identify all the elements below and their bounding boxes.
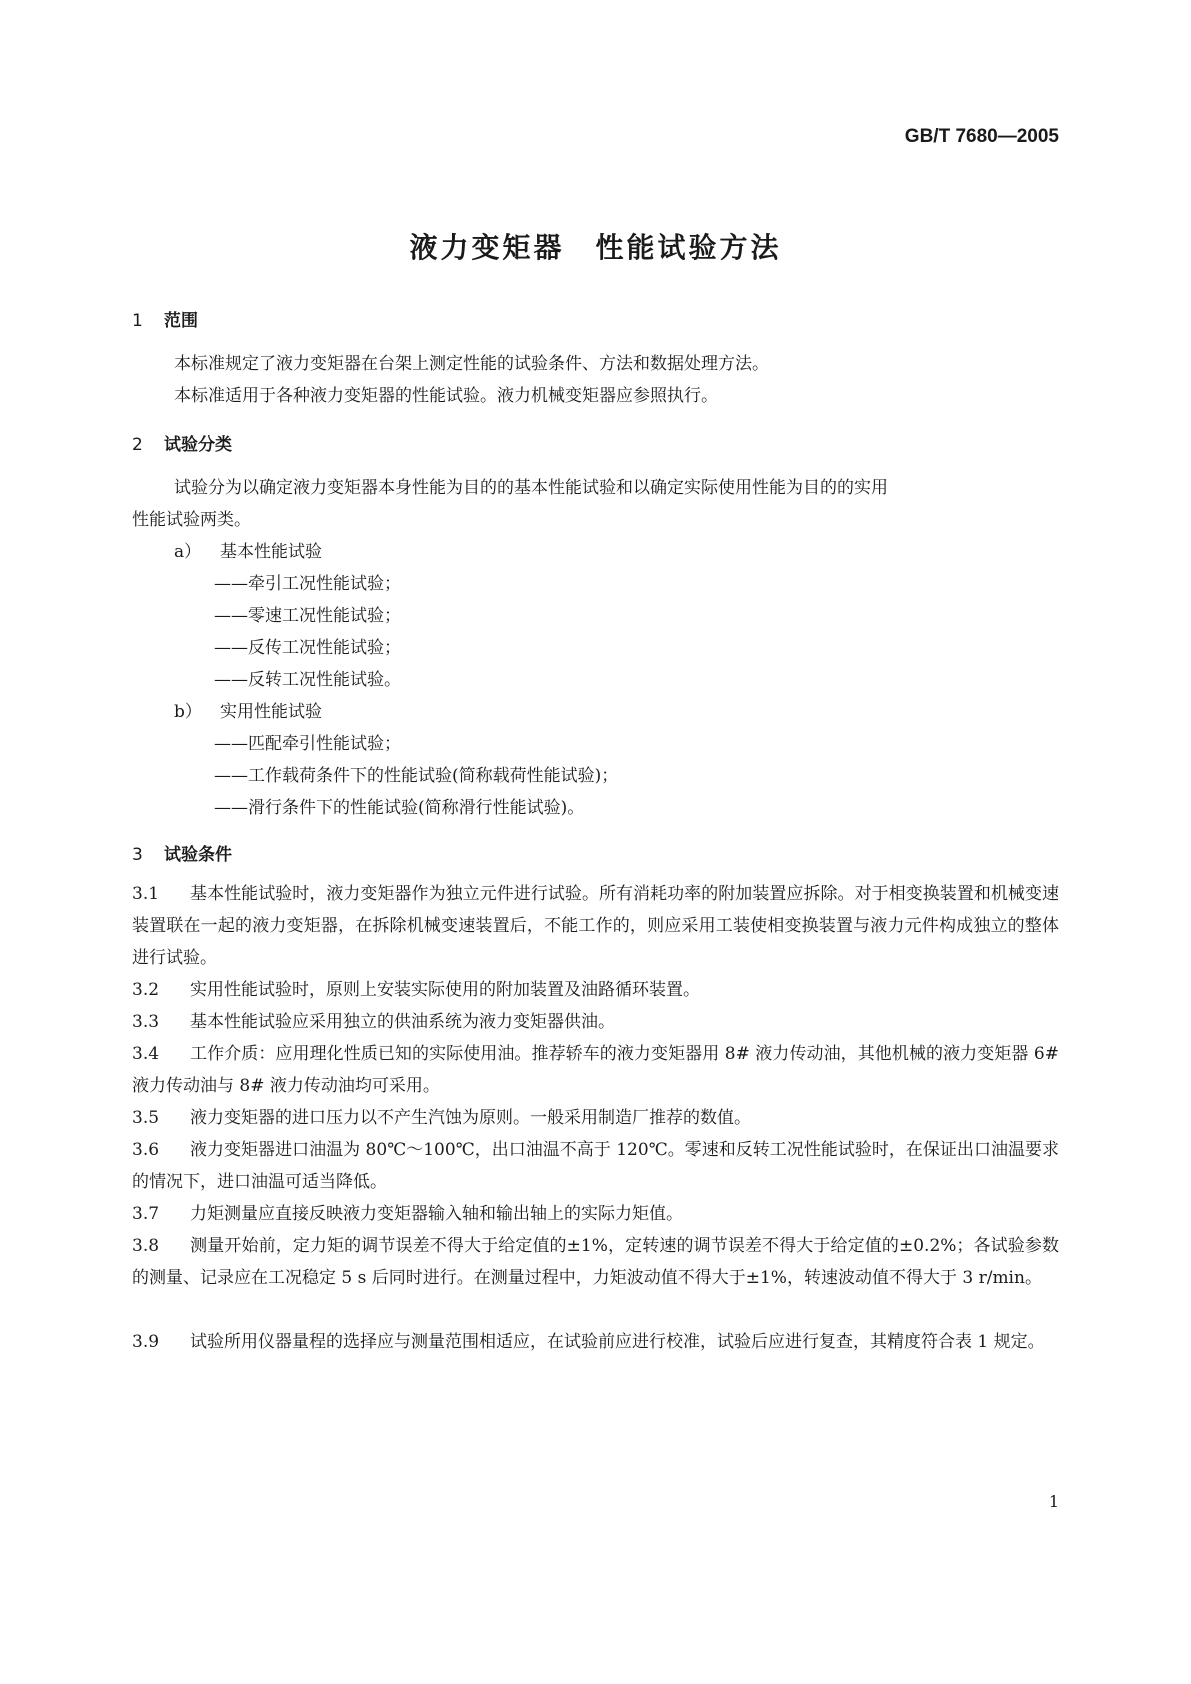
section-1-heading (132, 306, 198, 331)
clause (132, 1102, 1059, 1134)
clause (132, 1230, 1059, 1294)
clause-text: 测量开始前，定力矩的调节误差不得大于给定值的±1%，定转速的调节误差不得大于给定值的±0.2%；各试验参数的测量、记录应在工况稳定 5 s 后同时进行。在测量过程中，力矩波动值不得大于±1%，转速波动值不得大于 3 r/min。 (132, 1236, 1059, 1288)
section-1-number: 1 (132, 311, 143, 331)
section-3-heading (132, 840, 232, 865)
clause-text: 力矩测量应直接反映液力变矩器输入轴和输出轴上的实际力矩值。 (190, 1204, 683, 1224)
standard-number: GB/T 7680—2005 (904, 126, 1059, 147)
list-marker: a） (174, 542, 202, 562)
clause-text: 基本性能试验应采用独立的供油系统为液力变矩器供油。 (190, 1012, 615, 1032)
section-2-heading (132, 430, 232, 455)
clause (132, 1326, 1059, 1358)
list-subitem: ——反转工况性能试验。 (214, 670, 401, 690)
section-2-title: 试验分类 (164, 435, 232, 455)
section-2-intro-line: 试验分为以确定液力变矩器本身性能为目的的基本性能试验和以确定实际使用性能为目的的实用 (174, 478, 888, 498)
section-2-intro-line: 性能试验两类。 (132, 510, 251, 530)
list-label: 基本性能试验 (220, 542, 322, 562)
clause-text: 试验所用仪器量程的选择应与测量范围相适应，在试验前应进行校准，试验后应进行复查，其精度符合表 1 规定。 (190, 1332, 1045, 1352)
clause-text: 基本性能试验时，液力变矩器作为独立元件进行试验。所有消耗功率的附加装置应拆除。对于相变换装置和机械变速装置联在一起的液力变矩器，在拆除机械变速装置后，不能工作的，则应采用工装使相变换装置与液力元件构成独立的整体进行试验。 (132, 884, 1059, 968)
clause-text: 实用性能试验时，原则上安装实际使用的附加装置及油路循环装置。 (190, 980, 700, 1000)
list-subitem: ——工作载荷条件下的性能试验(简称载荷性能试验)； (214, 766, 619, 786)
list-subitem: ——反传工况性能试验； (214, 638, 401, 658)
list-item-a (174, 536, 322, 568)
clause-number: 3.1 (132, 884, 160, 904)
list-subitem: ——牵引工况性能试验； (214, 574, 401, 594)
page-number: 1 (1048, 1492, 1059, 1511)
clause-number: 3.3 (132, 1012, 160, 1032)
list-marker: b） (174, 702, 202, 722)
section-1-paragraph: 本标准规定了液力变矩器在台架上测定性能的试验条件、方法和数据处理方法。 (174, 354, 769, 374)
clause (132, 1038, 1059, 1102)
clause-number: 3.9 (132, 1332, 160, 1352)
clause (132, 1006, 1059, 1038)
clause (132, 878, 1059, 974)
list-label: 实用性能试验 (220, 702, 322, 722)
clause-number: 3.2 (132, 980, 160, 1000)
clause (132, 1198, 1059, 1230)
clause (132, 1134, 1059, 1198)
list-subitem: ——零速工况性能试验； (214, 606, 401, 626)
clause-text: 液力变矩器的进口压力以不产生汽蚀为原则。一般采用制造厂推荐的数值。 (190, 1108, 751, 1128)
clause-number: 3.6 (132, 1140, 160, 1160)
list-subitem: ——滑行条件下的性能试验(简称滑行性能试验)。 (214, 798, 585, 818)
document-title: 液力变矩器 性能试验方法 (409, 231, 782, 264)
clause-number: 3.7 (132, 1204, 160, 1224)
section-2-number: 2 (132, 435, 143, 455)
section-1-title: 范围 (164, 311, 198, 331)
section-3-title: 试验条件 (164, 845, 232, 865)
clause-number: 3.5 (132, 1108, 160, 1128)
clause-text: 工作介质：应用理化性质已知的实际使用油。推荐轿车的液力变矩器用 8# 液力传动油，其他机械的液力变矩器 6# 液力传动油与 8# 液力传动油均可采用。 (132, 1044, 1059, 1096)
clause (132, 974, 1059, 1006)
clause-text: 液力变矩器进口油温为 80℃～100℃，出口油温不高于 120℃。零速和反转工况性能试验时，在保证出口油温要求的情况下，进口油温可适当降低。 (132, 1140, 1059, 1192)
clause-number: 3.8 (132, 1236, 160, 1256)
list-subitem: ——匹配牵引性能试验； (214, 734, 401, 754)
section-3-number: 3 (132, 845, 143, 865)
list-item-b (174, 696, 322, 728)
clause-number: 3.4 (132, 1044, 160, 1064)
section-1-paragraph: 本标准适用于各种液力变矩器的性能试验。液力机械变矩器应参照执行。 (174, 386, 718, 406)
